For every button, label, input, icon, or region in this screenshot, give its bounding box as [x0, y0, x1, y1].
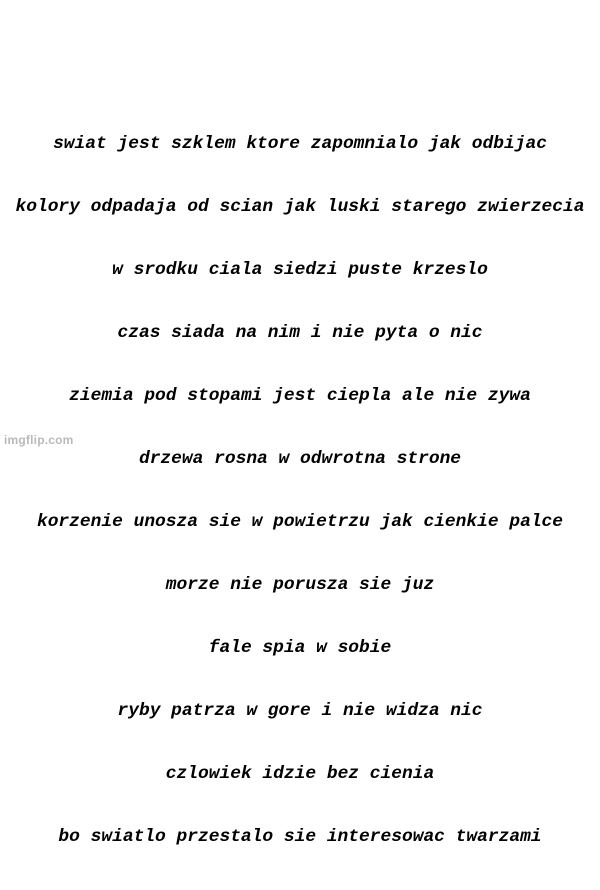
poem-line: drzewa rosna w odwrotna strone	[138, 449, 462, 469]
poem-line: w srodku ciala siedzi puste krzeslo	[112, 260, 488, 280]
poem-line: ziemia pod stopami jest ciepla ale nie zywa	[69, 386, 531, 406]
poem-line: ryby patrza w gore i nie widza nic	[117, 701, 483, 721]
poem-line: czas siada na nim i nie pyta o nic	[117, 323, 483, 343]
poem-line: czlowiek idzie bez cienia	[165, 764, 435, 784]
poem-line: fale spia w sobie	[208, 638, 392, 658]
poem-line: morze nie porusza sie juz	[165, 575, 435, 595]
poem-line: swiat jest szklem ktore zapomnialo jak odbijac	[53, 134, 547, 154]
poem-text-block	[0, 92, 600, 890]
imgflip-watermark: imgflip.com	[4, 433, 74, 447]
poem-line: kolory odpadaja od scian jak luski starego zwierzecia	[15, 197, 585, 217]
poem-line: bo swiatlo przestalo sie interesowac twarzami	[58, 827, 542, 847]
poem-line: korzenie unosza sie w powietrzu jak cienkie palce	[36, 512, 564, 532]
